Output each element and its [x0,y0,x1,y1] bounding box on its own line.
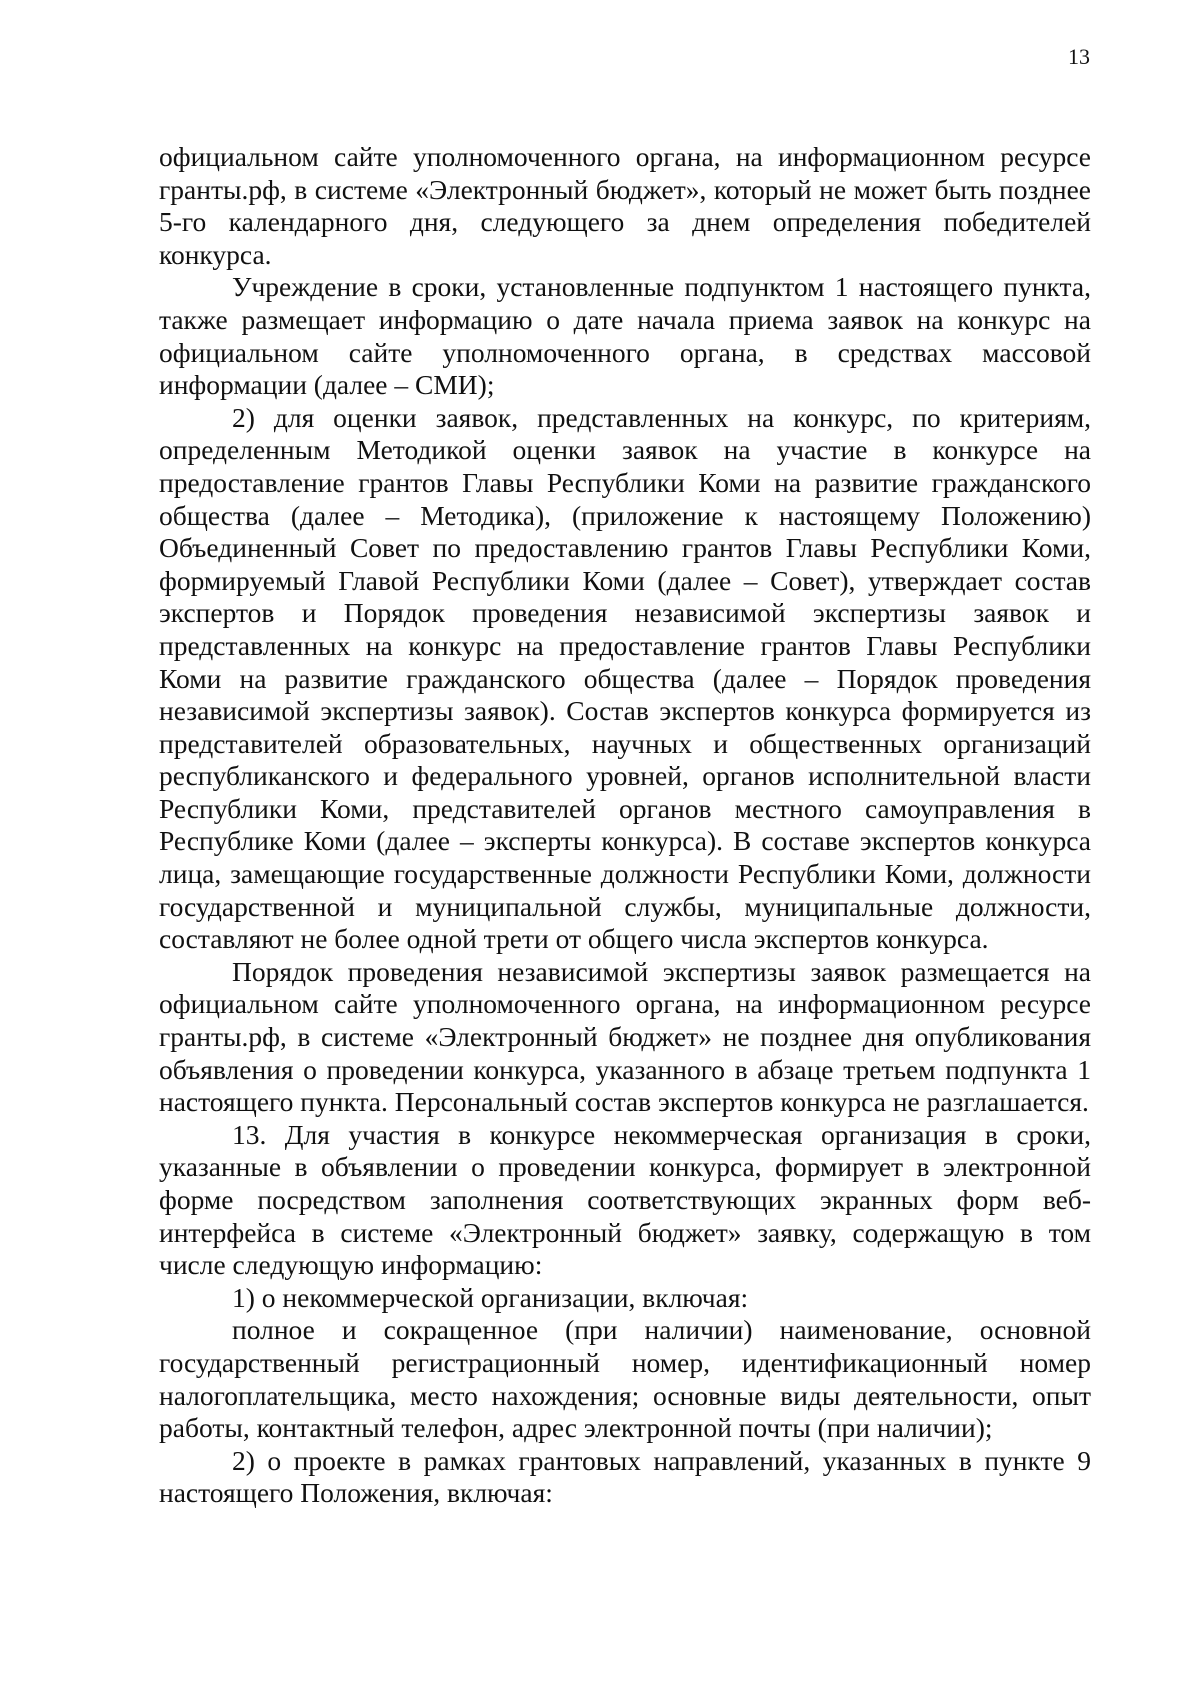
paragraph-1: официальном сайте уполномоченного органа, на информационном ресурсе гранты.рф, в системе «Электронный бюджет», который не может быть позднее 5-го календарного дня, следующего за днем определения победителей конкурса. [159,141,1091,270]
document-body [159,141,1091,1510]
paragraph-2: Учреждение в сроки, установленные подпунктом 1 настоящего пункта, также размещает информацию о дате начала приема заявок на конкурс на официальном сайте уполномоченного органа, в средствах массовой информации (далее – СМИ); [159,271,1091,401]
paragraph-3: 2) для оценки заявок, представленных на конкурс, по критериям, определенным Методикой оценки заявок на участие в конкурсе на предоставление грантов Главы Республики Коми на развитие гражданского общества (далее – Методика), (приложение к настоящему Положению) Объединенный Совет по предоставлению грантов Главы Республики Коми, формируемый Главой Республики Коми (далее – Совет), утверждает состав экспертов и Порядок проведения независимой экспертизы заявок и представленных на конкурс на предоставление грантов Главы Республики Коми на развитие гражданского общества (далее – Порядок проведения независимой экспертизы заявок). Состав экспертов конкурса формируется из представителей образовательных, научных и общественных организаций республиканского и федерального уровней, органов исполнительной власти Республики Коми, представителей органов местного самоуправления в Республике Коми (далее – эксперты конкурса). В составе экспертов конкурса лица, замещающие государственные должности Республики Коми, должности государственной и муниципальной службы, муниципальные должности, составляют не более одной трети от общего числа экспертов конкурса. [159,401,1091,955]
paragraph-6: 1) о некоммерческой организации, включая: [232,1281,749,1313]
paragraph-8: 2) о проекте в рамках грантовых направлений, указанных в пункте 9 настоящего Положения, включая: [159,1444,1091,1509]
paragraph-4: Порядок проведения независимой экспертизы заявок размещается на официальном сайте уполномоченного органа, на информационном ресурсе гранты.рф, в системе «Электронный бюджет» не позднее дня опубликования объявления о проведении конкурса, указанного в абзаце третьем подпункта 1 настоящего пункта. Персональный состав экспертов конкурса не разглашается. [159,955,1091,1118]
paragraph-5: 13. Для участия в конкурсе некоммерческая организация в сроки, указанные в объявлении о проведении конкурса, формирует в электронной форме посредством заполнения соответствующих экранных форм веб-интерфейса в системе «Электронный бюджет» заявку, содержащую в том числе следующую информацию: [159,1118,1091,1281]
paragraph-7: полное и сокращенное (при наличии) наименование, основной государственный регистрационный номер, идентификационный номер налогоплательщика, место нахождения; основные виды деятельности, опыт работы, контактный телефон, адрес электронной почты (при наличии); [159,1314,1091,1444]
page-number: 13 [1068,44,1090,69]
